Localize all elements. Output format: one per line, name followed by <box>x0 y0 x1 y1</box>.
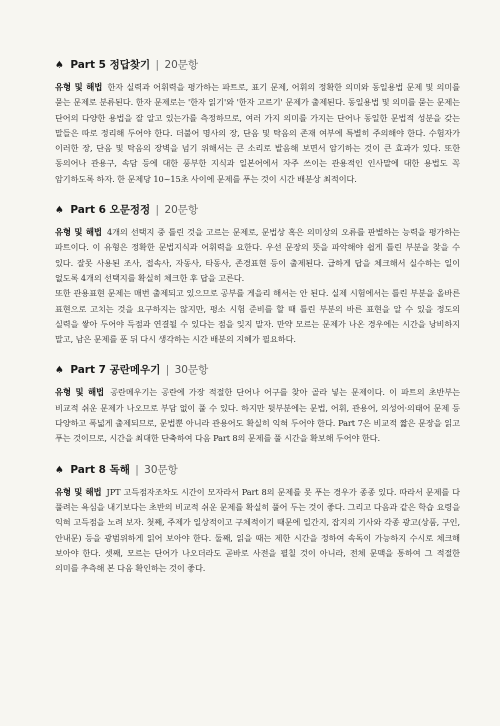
section-part8 <box>55 463 460 577</box>
paragraph-text: JPT 고득점자조차도 시간이 모자라서 Part 8의 문제를 못 푸는 경우가 종종 있다. 따라서 문제를 다 풀려는 욕심을 내기보다는 초반의 비교적 쉬운 문제를 확실히 풀어 두는 것이 좋다. 그리고 다음과 같은 학습 요령을 익혀 고득점을 노려 보자. 첫째, 주제가 일상적이고 구체적이기 때문에 일간지, 잡지의 기사와 각종 광고(상품, 구인, 안내문) 등을 광범위하게 읽어 보아야 한다. 둘째, 읽을 때는 제한 시간을 정하여 속독이 가능하지 수시로 체크해 보아야 한다. 셋째, 모르는 단어가 나오더라도 곧바로 사전을 펼칠 것이 아니라, 전체 문맥을 통하여 그 적절한 의미를 추측해 본 다음 확인하는 것이 좋다. <box>55 486 460 574</box>
section-part6 <box>55 203 460 347</box>
type-label: 유형 및 해법 <box>55 387 104 398</box>
section-paragraph <box>55 80 460 187</box>
separator: | <box>155 204 160 217</box>
question-count: 30문항 <box>174 364 209 377</box>
question-count: 30문항 <box>144 463 178 476</box>
section-part7 <box>55 363 460 446</box>
section-paragraph <box>55 485 460 577</box>
type-label: 유형 및 해법 <box>55 486 102 497</box>
section-heading <box>55 363 460 378</box>
spade-icon: ♠ <box>55 365 64 377</box>
spade-icon: ♠ <box>55 60 64 71</box>
section-paragraph <box>55 225 460 286</box>
section-title: Part 5 정답찾기 <box>70 59 151 71</box>
paragraph-text: 4개의 선택지 중 틀린 것을 고르는 문제로, 문법상 혹은 의미상의 오류를 판별하는 능력을 평가하는 파트이다. 이 유형은 정확한 문법지식과 어휘력을 요한다. 우선 문장의 뜻을 파악해야 쉽게 틀린 부분을 찾을 수 있다. 잘못 사용된 조사, 접속사, 자동사, 타동사, 존경표현 등이 출제된다. 급하게 답을 체크해서 실수하는 일이 없도록 4개의 선택지를 확실히 체크한 후 답을 고른다. <box>55 227 460 283</box>
section-heading <box>55 203 460 218</box>
section-paragraph <box>55 385 460 446</box>
spade-icon: ♠ <box>55 205 64 217</box>
type-label: 유형 및 해법 <box>55 227 102 238</box>
paragraph-text: 공란메우기는 공란에 가장 적절한 단어나 어구를 찾아 골라 넣는 문제이다. 이 파트의 초반부는 비교적 쉬운 문제가 나오므로 부담 없이 풀 수 있다. 하지만 뒷부분에는 문법, 어휘, 관용어, 의성어·의태어 문제 등 다양하고 폭넓게 출제되므로, 문법뿐 아니라 관용어도 확실히 익혀 두어야 한다. Part 7은 비교적 짧은 문장을 읽고 푸는 것이므로, 시간을 최대한 단축하여 다음 Part 8의 문제를 풀 시간을 확보해 두어야 한다. <box>55 387 460 444</box>
separator: | <box>155 59 160 71</box>
section-paragraph <box>55 286 460 347</box>
section-title: Part 7 공란메우기 <box>70 364 161 377</box>
paragraph-text: 또한 관용표현 문제는 매번 출제되고 있으므로 공부를 게을리 해서는 안 된다. 실제 시험에서는 틀린 부분을 올바른 표현으로 고치는 것을 요구하지는 않지만, 평소 시험 준비를 할 때 틀린 부분의 바른 표현을 알 수 있을 정도의 실력을 쌓아 두어야 득점과 연결될 수 있다는 점을 잊지 말자. 만약 모르는 문제가 나온 경우에는 시간을 낭비하지 말고, 남은 문제를 푼 뒤 다시 생각하는 시간 배분의 지혜가 필요하다. <box>55 288 460 345</box>
section-heading <box>55 58 460 73</box>
question-count: 20문항 <box>164 204 199 217</box>
paragraph-text: 한자 실력과 어휘력을 평가하는 파트로, 표기 문제, 어휘의 정확한 의미와 동일용법 문제 및 의미를 묻는 문제로 분류된다. 한자 문제로는 '한자 읽기'와 '한자 고르기' 문제가 출제된다. 동일용법 및 의미를 묻는 문제는 단어의 다양한 용법을 잘 알고 있는가를 측정하므로, 여러 가지 의미를 가지는 단어나 동일한 문법적 성분을 갖는 말들은 따로 정리해 두어야 한다. 더불어 명사의 장, 단음 및 탁음의 존재 여부에 특별히 주의해야 한다. 수험자가 이러한 장, 단음 및 탁음의 장벽을 넘기 위해서는 큰 소리로 발음해 보면서 암기하는 것이 큰 효과가 있다. 또한 동의어나 관용구, 속담 등에 대한 풍부한 지식과 일본어에서 자주 쓰이는 관용적인 인사말에 대한 용법도 꼭 암기하도록 하자. 한 문제당 10~15초 사이에 문제를 푸는 것이 시간 배분상 최적이다. <box>55 82 460 184</box>
spade-icon: ♠ <box>55 464 64 476</box>
section-part5 <box>55 58 460 187</box>
question-count: 20문항 <box>164 59 199 71</box>
separator: | <box>165 364 170 377</box>
section-title: Part 6 오문정정 <box>70 204 151 217</box>
type-label: 유형 및 해법 <box>55 82 103 92</box>
section-heading <box>55 463 460 478</box>
section-title: Part 8 독해 <box>70 463 130 476</box>
separator: | <box>135 463 139 476</box>
